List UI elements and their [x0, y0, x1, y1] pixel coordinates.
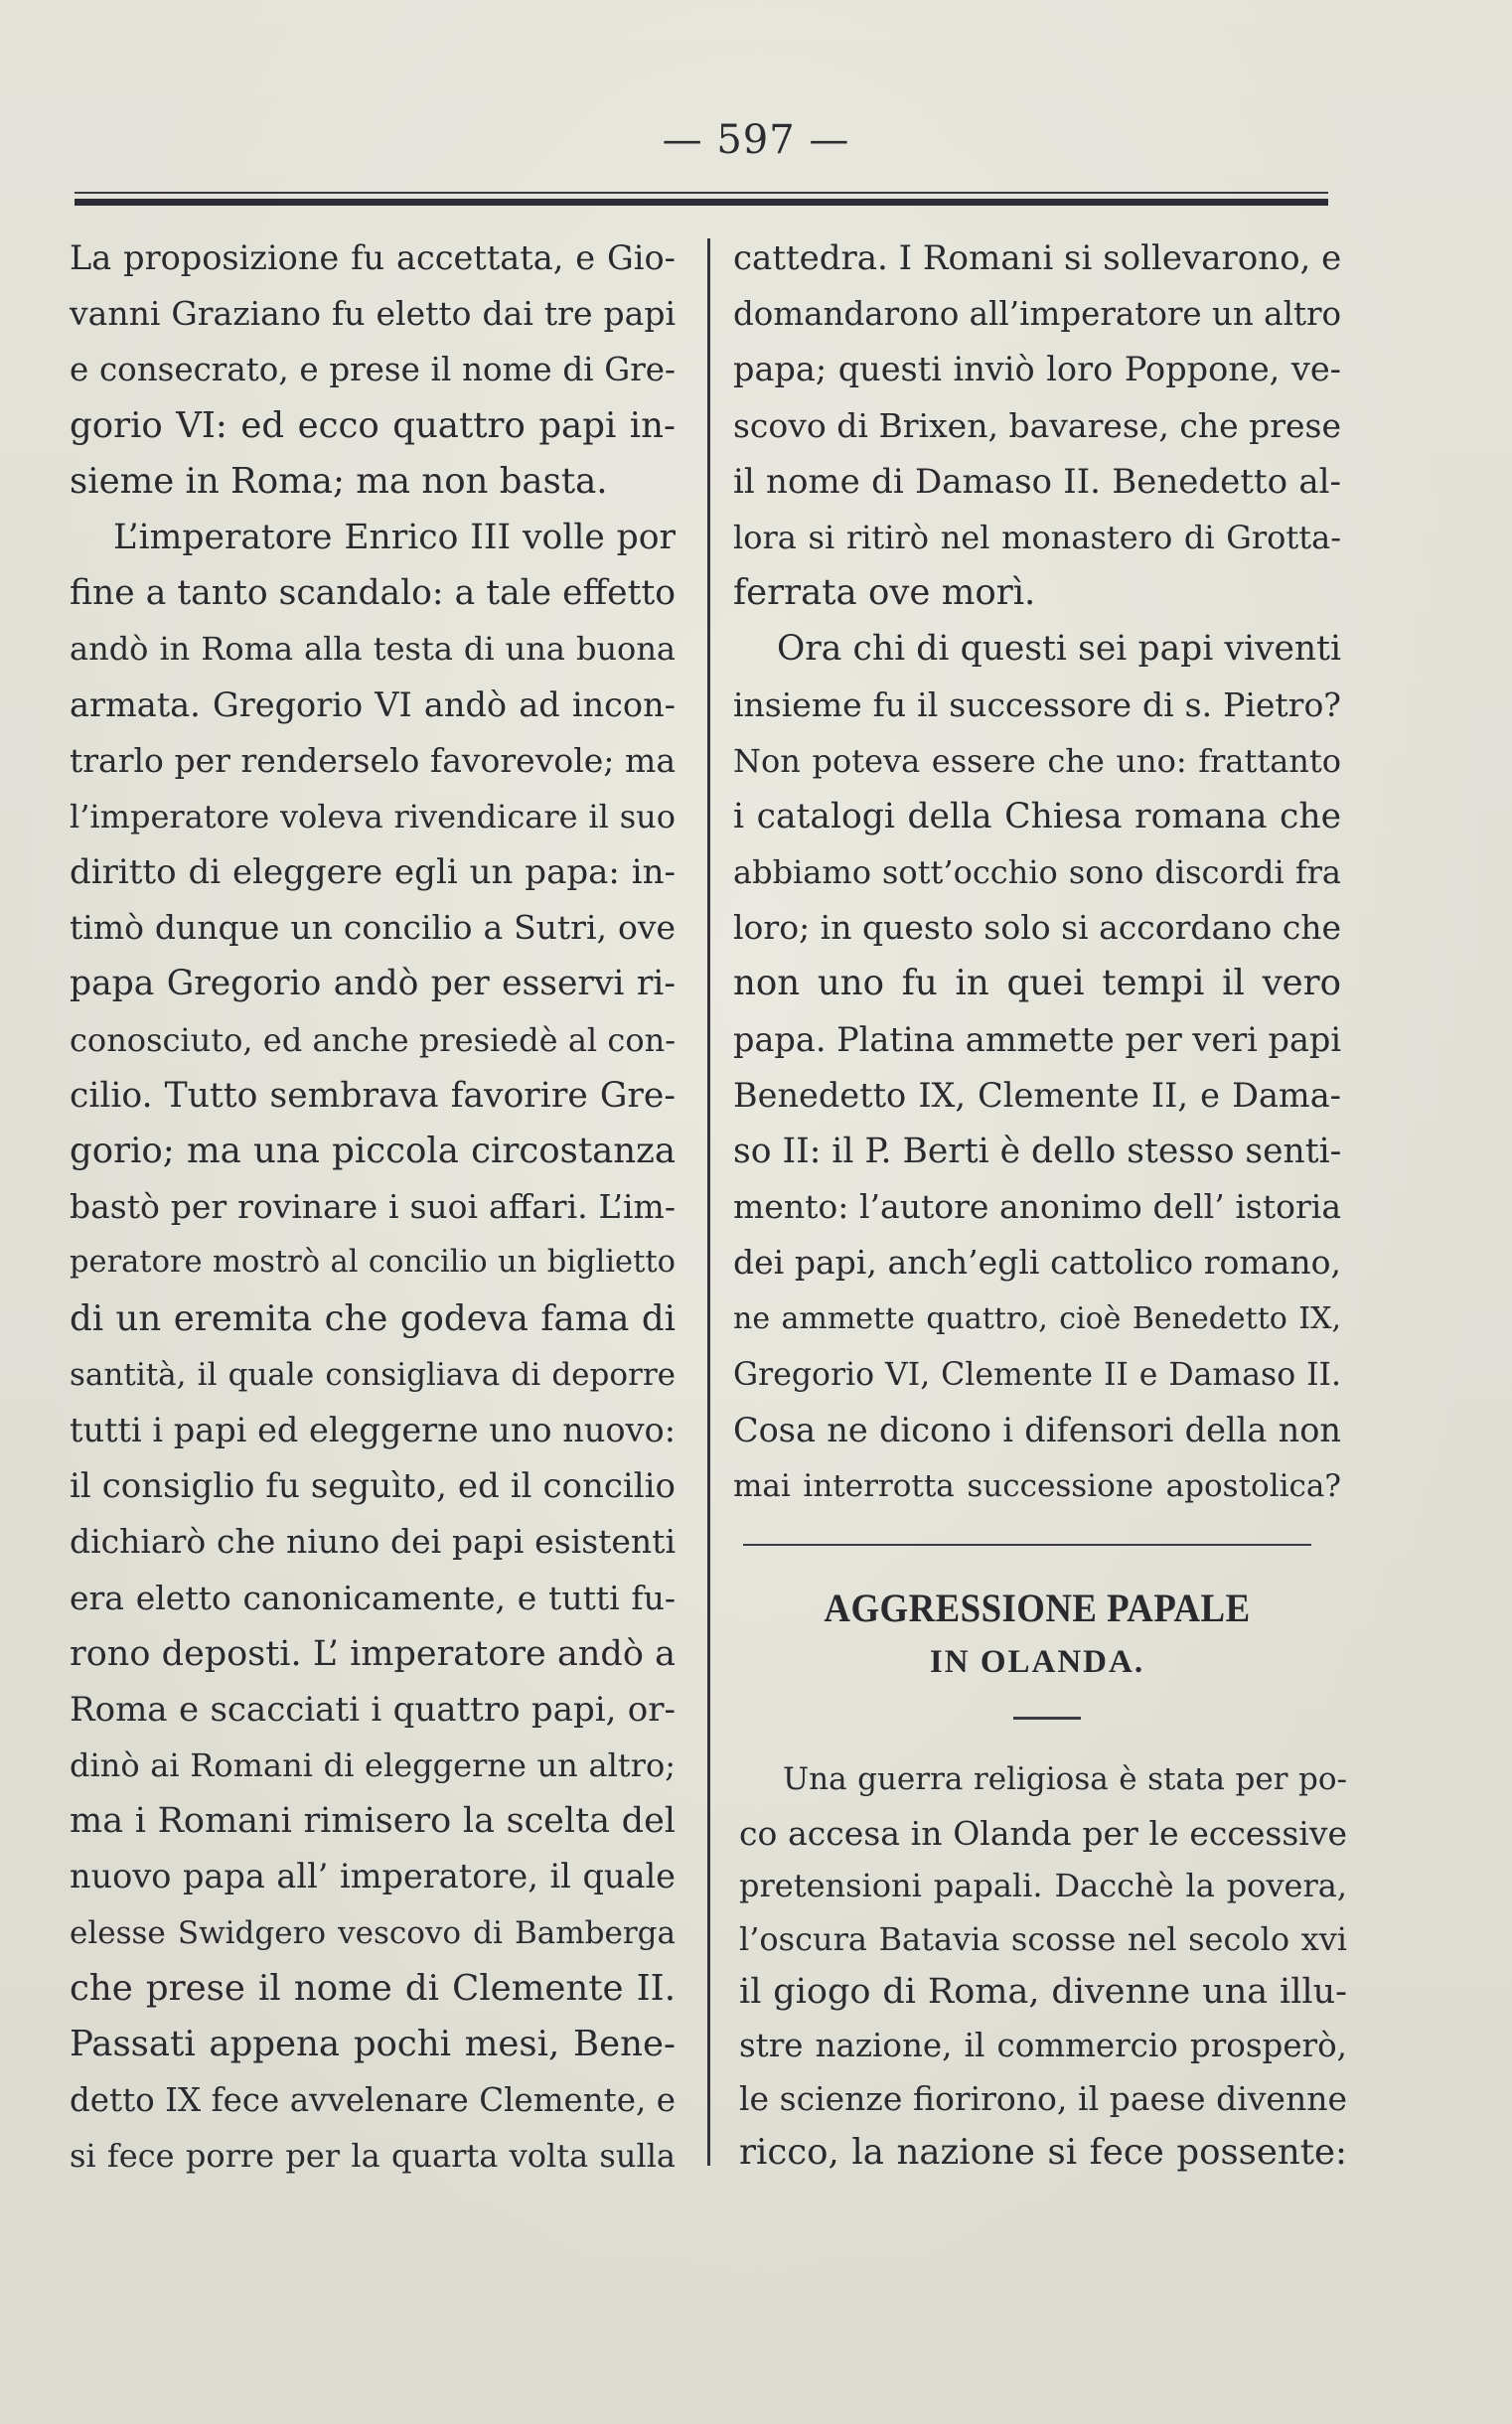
- text-line: fine a tanto scandalo: a tale effetto: [70, 573, 676, 614]
- column-divider: [707, 238, 710, 2166]
- title-ornament-dash: [1013, 1717, 1081, 1720]
- text-line: Non poteva essere che uno: frattanto: [733, 741, 1341, 780]
- text-line: cattedra. I Romani si sollevarono, e: [733, 238, 1342, 278]
- text-line: Una guerra religiosa è stata per po-: [783, 1761, 1347, 1797]
- header-rule-thick: [75, 199, 1328, 206]
- text-line: il nome di Damaso II. Benedetto al-: [733, 461, 1341, 502]
- text-line: armata. Gregorio VI andò ad incon-: [70, 684, 676, 724]
- text-line: Gregorio VI, Clemente II e Damaso II.: [733, 1356, 1341, 1393]
- text-line: detto IX fece avvelenare Clemente, e: [70, 2081, 676, 2120]
- text-line: l’oscura Batavia scosse nel secolo xvi: [739, 1919, 1347, 1958]
- text-line: La proposizione fu accettata, e Gio-: [70, 238, 676, 277]
- text-line: andò in Roma alla testa di una buona: [70, 630, 676, 669]
- text-line: Ora chi di questi sei papi viventi: [777, 629, 1341, 670]
- text-line: dinò ai Romani di eleggerne un altro;: [70, 1746, 676, 1785]
- text-line: stre nazione, il commercio prosperò,: [739, 2026, 1347, 2064]
- text-line: si fece porre per la quarta volta sulla: [70, 2137, 676, 2176]
- text-line: i catalogi della Chiesa romana che: [733, 796, 1341, 836]
- left-column: [70, 230, 676, 2185]
- text-line: non uno fu in quei tempi il vero: [733, 963, 1341, 1004]
- text-line: ne ammette quattro, cioè Benedetto IX,: [733, 1300, 1341, 1336]
- text-line: ma i Romani rimisero la scelta del: [70, 1801, 676, 1842]
- text-line: conosciuto, ed anche presiedè al con-: [70, 1020, 676, 1059]
- page-number: — 597 —: [662, 117, 850, 163]
- text-line: tutti i papi ed eleggerne uno nuovo:: [70, 1410, 676, 1449]
- text-line: rono deposti. L’ imperatore andò a: [70, 1633, 676, 1674]
- text-line: Passati appena pochi mesi, Bene-: [70, 2024, 676, 2064]
- text-line: ricco, la nazione si fece possente:: [739, 2131, 1347, 2173]
- text-line: santità, il quale consigliava di deporre: [70, 1356, 676, 1393]
- text-line: scovo di Brixen, bavarese, che prese: [733, 405, 1341, 445]
- text-line: le scienze fiorirono, il paese divenne: [739, 2079, 1347, 2118]
- text-line: vanni Graziano fu eletto dai tre papi: [70, 294, 676, 334]
- text-line: pretensioni papali. Dacchè la povera,: [739, 1867, 1347, 1904]
- text-line: trarlo per renderselo favorevole; ma: [70, 740, 676, 780]
- text-line: dei papi, anch’egli cattolico romano,: [733, 1243, 1341, 1283]
- section-subtitle: IN OLANDA.: [929, 1644, 1145, 1680]
- text-line: sieme in Roma; ma non basta.: [70, 460, 608, 502]
- text-line: e consecrato, e prese il nome di Gre-: [70, 351, 676, 389]
- text-line: che prese il nome di Clemente II.: [70, 1967, 676, 2009]
- text-line: Benedetto IX, Clemente II, e Dama-: [733, 1075, 1341, 1115]
- text-line: di un eremita che godeva fama di: [70, 1297, 676, 1339]
- text-line: dichiarò che niuno dei papi esistenti: [70, 1522, 676, 1562]
- text-line: diritto di eleggere egli un papa: in-: [70, 852, 676, 893]
- text-line: co accesa in Olanda per le eccessive: [739, 1813, 1347, 1853]
- text-line: il consiglio fu seguìto, ed il concilio: [70, 1466, 676, 1507]
- text-line: era eletto canonicamente, e tutti fu-: [70, 1578, 676, 1617]
- text-line: peratore mostrò al concilio un biglietto: [70, 1245, 676, 1281]
- text-line: mai interrotta successione apostolica?: [733, 1468, 1341, 1505]
- section-body: [739, 1753, 1347, 2179]
- section-title: AGGRESSIONE PAPALE: [824, 1586, 1251, 1630]
- header-rule-thin: [75, 192, 1328, 194]
- text-line: bastò per rovinare i suoi affari. L’im-: [70, 1187, 676, 1227]
- text-line: domandarono all’imperatore un altro: [733, 295, 1342, 334]
- text-line: L’imperatore Enrico III volle por: [113, 517, 676, 557]
- text-line: Roma e scacciati i quattro papi, or-: [70, 1689, 676, 1730]
- text-line: loro; in questo solo si accordano che: [733, 908, 1342, 948]
- text-line: papa. Platina ammette per veri papi: [733, 1019, 1342, 1059]
- text-line: lora si ritirò nel monastero di Grotta-: [733, 518, 1341, 556]
- text-line: ferrata ove morì.: [733, 572, 1036, 614]
- text-line: elesse Swidgero vescovo di Bamberga: [70, 1914, 676, 1951]
- text-line: l’imperatore voleva rivendicare il suo: [70, 797, 676, 835]
- text-line: papa Gregorio andò per esservi ri-: [70, 964, 676, 1004]
- text-line: gorio; ma una piccola circostanza: [70, 1131, 676, 1171]
- text-line: timò dunque un concilio a Sutri, ove: [70, 908, 676, 948]
- text-line: insieme fu il successore di s. Pietro?: [733, 684, 1341, 724]
- text-line: papa; questi inviò loro Poppone, ve-: [733, 350, 1341, 389]
- text-line: mento: l’autore anonimo dell’ istoria: [733, 1187, 1341, 1227]
- text-line: so II: il P. Berti è dello stesso senti-: [733, 1132, 1342, 1171]
- text-line: Cosa ne dicono i difensori della non: [733, 1410, 1341, 1449]
- text-line: gorio VI: ed ecco quattro papi in-: [70, 404, 676, 446]
- text-line: cilio. Tutto sembrava favorire Gre-: [70, 1075, 676, 1116]
- text-line: nuovo papa all’ imperatore, il quale: [70, 1857, 676, 1896]
- text-line: il giogo di Roma, divenne una illu-: [739, 1972, 1347, 2012]
- right-column: [733, 230, 1341, 1514]
- section-divider-rule: [743, 1544, 1311, 1546]
- text-line: abbiamo sott’occhio sono discordi fra: [733, 853, 1341, 892]
